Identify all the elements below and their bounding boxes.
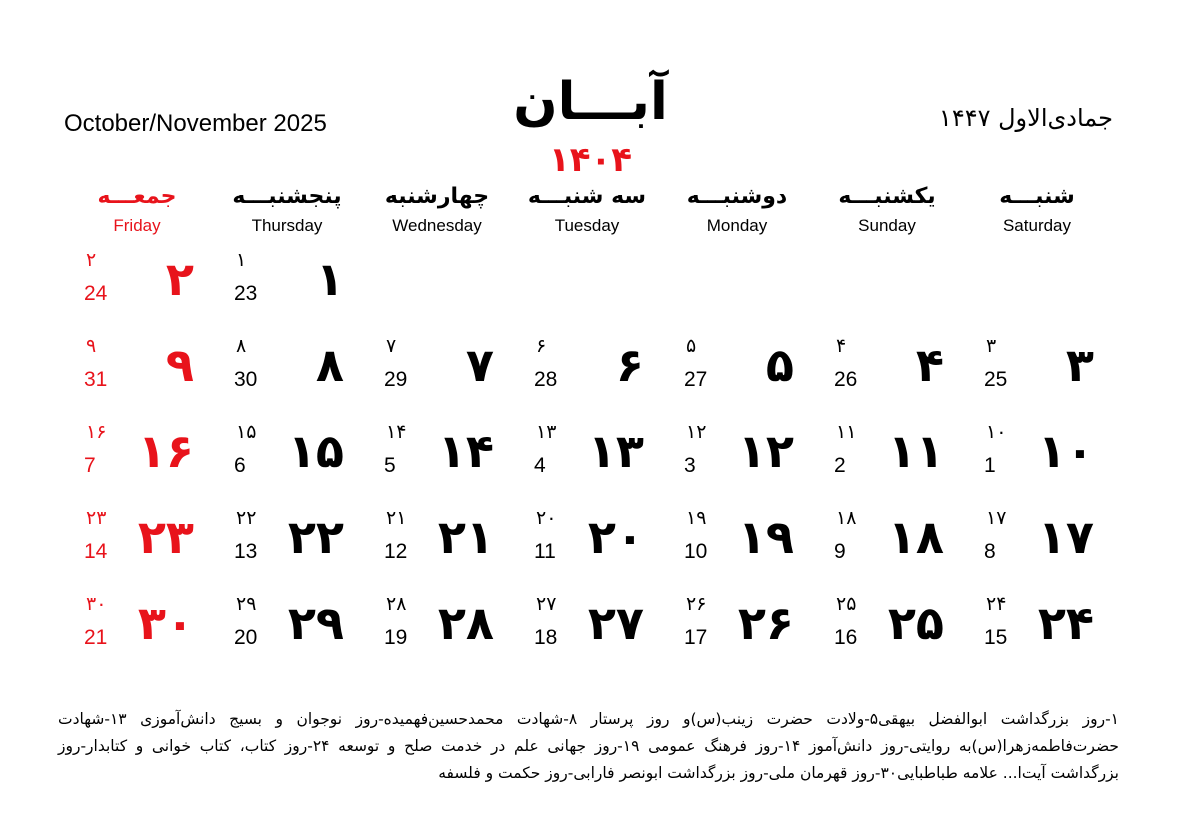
gregorian-day-number: 31 [84, 368, 108, 391]
persian-month-title: آبـــان [513, 72, 668, 132]
persian-day-number: ۱۴ [437, 424, 494, 478]
persian-day-number: ۵ [765, 338, 794, 392]
hijri-day-number: ۱۴ [386, 421, 407, 443]
empty-day-cell [362, 244, 512, 330]
persian-day-number: ۱۳ [587, 424, 644, 478]
occasions-notes: ۱-روز بزرگداشت ابوالفضل بیهقی۵-ولادت حضرت زینب(س)و روز پرستار ۸-شهادت محمدحسین‌فهمیده-روز نوجوان و بسیج دانش‌آموزی ۱۳-شهادت حضرت‌فاطمه‌زهرا(س)به روایتی-روز دانش‌آموز ۱۴-روز فرهنگ عمومی ۱۹-روز جهانی علم در خدمت صلح و توسعه ۲۴-روز کتاب، کتاب خوانی و کتابدار-روز بزرگداشت آیت‌ا... علامه طباطبایی۳۰-روز قهرمان ملی-روز بزرگداشت ابونصر فارابی-روز حکمت و فلسفه [58, 710, 1119, 782]
day-cell [212, 588, 362, 674]
day-cell [62, 330, 212, 416]
hijri-day-number: ۲۳ [86, 507, 107, 529]
weekday-name-en: Thursday [251, 216, 323, 235]
gregorian-day-number: 25 [984, 368, 1008, 391]
persian-day-number: ۲۹ [287, 596, 344, 650]
hijri-day-number: ۲۴ [986, 593, 1007, 615]
persian-day-number: ۲۷ [587, 596, 644, 650]
weekday-name-fa: پنجشنبـــه [232, 184, 342, 209]
gregorian-day-number: 12 [384, 540, 408, 563]
day-cell [62, 502, 212, 588]
gregorian-day-number: 6 [234, 454, 246, 477]
day-cell [962, 502, 1112, 588]
day-cell [812, 416, 962, 502]
hijri-day-number: ۴ [836, 335, 847, 357]
persian-day-number: ۲۸ [437, 596, 494, 650]
gregorian-day-number: 24 [84, 282, 108, 305]
weekday-name-en: Saturday [1002, 216, 1072, 235]
day-cell [662, 330, 812, 416]
hijri-day-number: ۲۷ [536, 593, 557, 615]
gregorian-day-number: 17 [684, 626, 708, 649]
persian-day-number: ۱۸ [887, 510, 944, 564]
day-cell [362, 588, 512, 674]
hijri-day-number: ۶ [536, 335, 547, 357]
persian-day-number: ۲۵ [887, 596, 944, 650]
hijri-day-number: ۳۰ [86, 593, 107, 615]
calendar-grid [62, 182, 1112, 682]
hijri-day-number: ۱۰ [986, 421, 1007, 443]
persian-day-number: ۲۴ [1037, 596, 1094, 650]
day-cell [362, 502, 512, 588]
weekday-name-en: Wednesday [392, 216, 482, 235]
day-cell [812, 502, 962, 588]
hijri-day-number: ۱۹ [686, 507, 707, 529]
persian-year: ۱۴۰۴ [548, 140, 632, 180]
weekday-header [662, 182, 812, 244]
hijri-day-number: ۳ [986, 335, 997, 357]
gregorian-day-number: 29 [384, 368, 408, 391]
persian-day-number: ۱۲ [737, 424, 794, 478]
gregorian-day-number: 23 [234, 282, 258, 305]
weekday-name-en: Monday [706, 216, 768, 235]
gregorian-day-number: 4 [534, 454, 546, 477]
persian-day-number: ۲ [165, 252, 194, 306]
day-cell [362, 416, 512, 502]
gregorian-day-number: 27 [684, 368, 708, 391]
hijri-day-number: ۲۸ [386, 593, 407, 615]
persian-day-number: ۱۵ [287, 424, 344, 478]
day-cell [212, 416, 362, 502]
weekday-header [962, 182, 1112, 244]
weekday-name-fa: شنبـــه [999, 184, 1075, 209]
weekday-name-fa: یکشنبـــه [838, 184, 936, 209]
empty-day-cell [962, 244, 1112, 330]
persian-day-number: ۹ [165, 338, 194, 392]
day-cell [512, 502, 662, 588]
gregorian-day-number: 30 [234, 368, 258, 391]
weekday-header [362, 182, 512, 244]
gregorian-day-number: 14 [84, 540, 108, 563]
day-cell [212, 330, 362, 416]
day-cell [62, 244, 212, 330]
weekday-name-fa: چهارشنبه [384, 184, 490, 209]
hijri-day-number: ۲۲ [236, 507, 257, 529]
gregorian-day-number: 2 [834, 454, 846, 477]
empty-day-cell [812, 244, 962, 330]
persian-day-number: ۲۳ [137, 510, 194, 564]
persian-day-number: ۳۰ [137, 596, 194, 650]
gregorian-day-number: 13 [234, 540, 258, 563]
persian-day-number: ۱۷ [1037, 510, 1094, 564]
gregorian-day-number: 19 [384, 626, 408, 649]
persian-day-number: ۶ [615, 338, 644, 392]
day-cell [212, 244, 362, 330]
gregorian-day-number: 5 [384, 454, 396, 477]
hijri-day-number: ۱۷ [986, 507, 1007, 529]
persian-day-number: ۳ [1065, 338, 1094, 392]
persian-day-number: ۱۹ [737, 510, 794, 564]
weekday-name-en: Sunday [858, 216, 916, 235]
persian-day-number: ۲۰ [587, 510, 644, 564]
hijri-day-number: ۵ [686, 335, 697, 357]
gregorian-day-number: 21 [84, 626, 108, 649]
gregorian-months: October/November 2025 [64, 110, 327, 137]
day-cell [662, 502, 812, 588]
hijri-day-number: ۱۳ [536, 421, 557, 443]
gregorian-day-number: 8 [984, 540, 996, 563]
gregorian-day-number: 11 [534, 540, 556, 563]
gregorian-day-number: 3 [684, 454, 696, 477]
hijri-day-number: ۲۹ [236, 593, 257, 615]
day-cell [212, 502, 362, 588]
day-cell [662, 416, 812, 502]
weekday-header [62, 182, 212, 244]
gregorian-day-number: 7 [84, 454, 96, 477]
gregorian-day-number: 16 [834, 626, 858, 649]
day-cell [512, 588, 662, 674]
hijri-day-number: ۱۱ [836, 421, 857, 443]
hijri-day-number: ۲ [86, 249, 97, 271]
hijri-day-number: ۹ [86, 335, 97, 357]
persian-day-number: ۲۱ [437, 510, 494, 564]
hijri-day-number: ۲۰ [536, 507, 557, 529]
weekday-header [212, 182, 362, 244]
hijri-day-number: ۲۵ [836, 593, 857, 615]
day-cell [662, 588, 812, 674]
gregorian-day-number: 20 [234, 626, 258, 649]
persian-day-number: ۲۲ [287, 510, 344, 564]
weekday-name-en: Friday [113, 216, 161, 235]
hijri-day-number: ۱۵ [236, 421, 257, 443]
gregorian-day-number: 10 [684, 540, 708, 563]
day-cell [812, 588, 962, 674]
empty-day-cell [512, 244, 662, 330]
persian-day-number: ۷ [465, 338, 494, 392]
persian-day-number: ۱۱ [887, 424, 944, 478]
persian-day-number: ۱۶ [137, 424, 194, 478]
weekday-header [512, 182, 662, 244]
persian-day-number: ۱۰ [1037, 424, 1094, 478]
hijri-day-number: ۷ [386, 335, 397, 357]
gregorian-day-number: 1 [984, 454, 996, 477]
gregorian-day-number: 28 [534, 368, 558, 391]
empty-day-cell [662, 244, 812, 330]
weekday-name-fa: دوشنبـــه [686, 184, 788, 209]
hijri-day-number: ۸ [236, 335, 247, 357]
persian-day-number: ۴ [915, 338, 944, 392]
hijri-day-number: ۱ [236, 249, 247, 271]
gregorian-day-number: 15 [984, 626, 1008, 649]
weekday-name-fa: جمعـــه [97, 184, 177, 209]
weekday-header [812, 182, 962, 244]
day-cell [512, 416, 662, 502]
hijri-day-number: ۲۶ [686, 593, 707, 615]
hijri-month: جمادی‌الاول ۱۴۴۷ [938, 104, 1113, 132]
day-cell [362, 330, 512, 416]
day-cell [512, 330, 662, 416]
persian-day-number: ۸ [315, 338, 344, 392]
day-cell [962, 588, 1112, 674]
gregorian-day-number: 26 [834, 368, 858, 391]
persian-day-number: ۲۶ [737, 596, 794, 650]
hijri-day-number: ۱۶ [86, 421, 107, 443]
persian-day-number: ۱ [315, 252, 344, 306]
weekday-name-en: Tuesday [554, 216, 620, 235]
gregorian-day-number: 9 [834, 540, 846, 563]
day-cell [962, 416, 1112, 502]
day-cell [812, 330, 962, 416]
day-cell [962, 330, 1112, 416]
hijri-day-number: ۲۱ [386, 507, 407, 529]
hijri-day-number: ۱۲ [686, 421, 707, 443]
weekday-name-fa: سه شنبـــه [527, 184, 647, 209]
day-cell [62, 416, 212, 502]
hijri-day-number: ۱۸ [836, 507, 857, 529]
day-cell [62, 588, 212, 674]
gregorian-day-number: 18 [534, 626, 558, 649]
